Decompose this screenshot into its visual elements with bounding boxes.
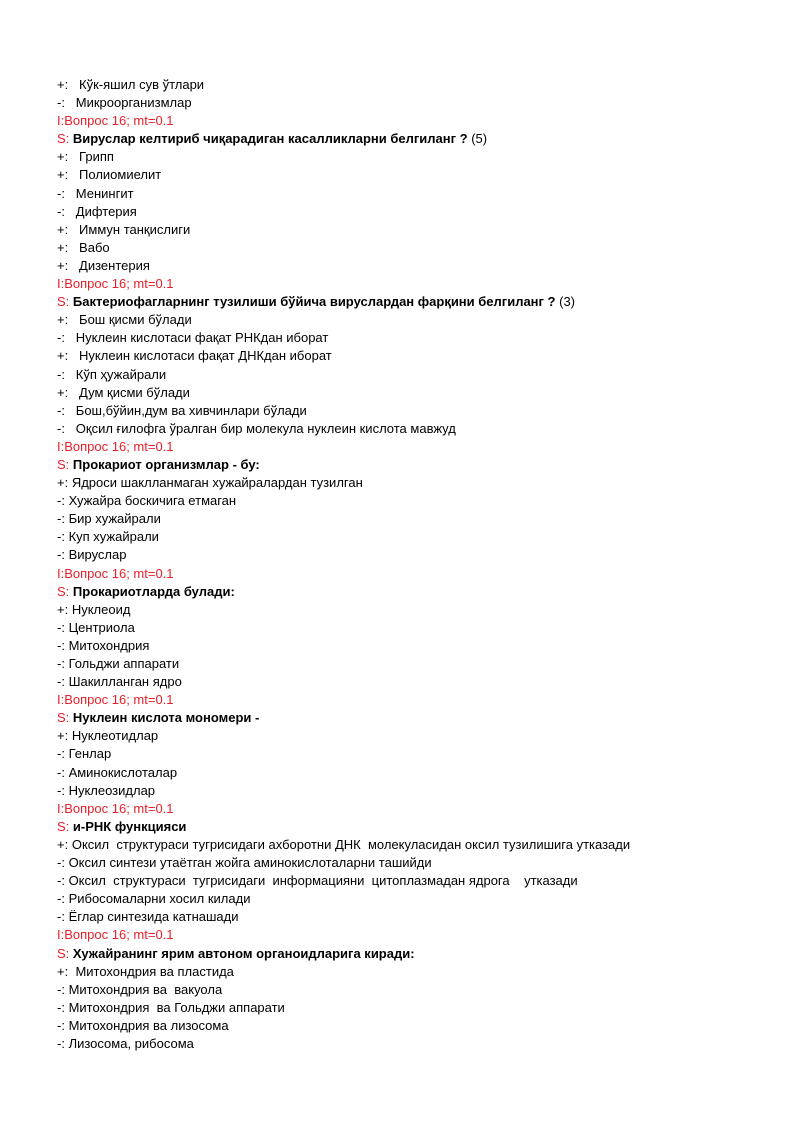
- answer-option: [57, 474, 757, 492]
- answer-option: [57, 239, 757, 257]
- answer-option: [57, 673, 757, 691]
- option-text: Дизентерия: [79, 257, 150, 273]
- question-prefix: S:: [57, 583, 73, 599]
- option-text: Вабо: [79, 239, 110, 255]
- option-text: Митохондрия ва Гольджи аппарати: [68, 999, 285, 1015]
- option-text: Митохондрия ва пластида: [75, 963, 234, 979]
- question-answer-count: (5): [467, 131, 488, 147]
- option-marker: +:: [57, 384, 80, 400]
- option-text: Нуклеин кислотаси фақат РНКдан иборат: [75, 330, 329, 346]
- answer-option: [57, 546, 757, 564]
- question-text: Нуклеин кислота мономери -: [72, 710, 260, 726]
- answer-option: [57, 528, 757, 546]
- option-marker: -:: [57, 999, 69, 1015]
- answer-option: [57, 1035, 757, 1053]
- question-text: Хужайранинг ярим автоном органоидларига киради:: [72, 945, 415, 961]
- option-text: Дифтерия: [75, 203, 137, 219]
- option-text: Кўк-яшил сув ўтлари: [79, 77, 205, 92]
- answer-option: [57, 94, 757, 112]
- answer-option: [57, 601, 757, 619]
- answer-option: [57, 655, 757, 673]
- question-prefix: S:: [57, 945, 73, 961]
- option-text: Нуклеотидлар: [71, 728, 159, 744]
- option-text: Центриола: [68, 619, 135, 635]
- option-text: Полиомиелит: [79, 167, 162, 183]
- option-marker: +:: [57, 963, 76, 979]
- option-text: Куп хужайрали: [68, 529, 159, 545]
- question-meta: I:Вопрос 16; mt=0.1: [57, 692, 174, 708]
- option-marker: -:: [57, 873, 69, 889]
- option-text: Кўп ҳужайрали: [75, 366, 167, 382]
- question-line: [57, 945, 757, 963]
- option-marker: -:: [57, 909, 69, 925]
- question-line: [57, 818, 757, 836]
- option-text: Шакилланган ядро: [68, 674, 182, 690]
- question-meta-line: [57, 112, 757, 130]
- answer-option: [57, 782, 757, 800]
- option-marker: +:: [57, 149, 80, 165]
- answer-option: [57, 221, 757, 239]
- question-line: [57, 293, 757, 311]
- answer-option: [57, 890, 757, 908]
- option-text: Гольджи аппарати: [68, 656, 180, 671]
- option-marker: -:: [57, 493, 69, 509]
- option-marker: +:: [57, 239, 80, 255]
- option-marker: +:: [57, 257, 80, 273]
- question-meta: I:Вопрос 16; mt=0.1: [57, 565, 174, 581]
- document-body: [57, 76, 757, 1053]
- option-text: Вируслар: [68, 547, 127, 563]
- answer-option: [57, 347, 757, 365]
- option-marker: -:: [57, 674, 69, 690]
- answer-option: [57, 727, 757, 745]
- answer-option: [57, 166, 757, 184]
- option-text: Оксил структураси тугрисидаги ахборотни ДНК молекуласидан оксил тузилишига утказади: [71, 836, 631, 852]
- question-text: Вируслар келтириб чиқарадиган касалликларни белгиланг ?: [72, 131, 468, 147]
- option-marker: -:: [57, 1035, 69, 1051]
- answer-option: [57, 872, 757, 890]
- option-marker: +:: [57, 77, 80, 92]
- option-marker: -:: [57, 420, 76, 436]
- option-marker: +:: [57, 348, 80, 364]
- option-marker: -:: [57, 1017, 69, 1033]
- option-marker: -:: [57, 203, 76, 219]
- answer-option: [57, 637, 757, 655]
- answer-option: [57, 420, 757, 438]
- answer-option: [57, 148, 757, 166]
- answer-option: [57, 854, 757, 872]
- question-line: [57, 130, 757, 148]
- answer-option: [57, 76, 757, 94]
- option-marker: -:: [57, 185, 76, 201]
- question-line: [57, 583, 757, 601]
- option-text: Аминокислоталар: [68, 764, 178, 780]
- option-text: Лизосома, рибосома: [68, 1035, 194, 1051]
- option-marker: +:: [57, 221, 80, 237]
- answer-option: [57, 908, 757, 926]
- option-text: Нуклеоид: [71, 601, 131, 617]
- question-meta: I:Вопрос 16; mt=0.1: [57, 276, 174, 292]
- option-marker: -:: [57, 366, 76, 382]
- question-meta-line: [57, 926, 757, 944]
- answer-option: [57, 619, 757, 637]
- option-text: Менингит: [75, 185, 134, 201]
- option-text: Ёглар синтезида катнашади: [68, 909, 239, 925]
- question-prefix: S:: [57, 710, 73, 726]
- option-text: Нуклеозидлар: [68, 782, 156, 798]
- answer-option: [57, 1017, 757, 1035]
- question-meta-line: [57, 565, 757, 583]
- answer-option: [57, 981, 757, 999]
- option-text: Дум қисми бўлади: [79, 384, 190, 400]
- option-marker: -:: [57, 764, 69, 780]
- question-text: Бактериофагларнинг тузилиши бўйича вируслардан фарқини белгиланг ?: [72, 294, 556, 310]
- answer-option: [57, 185, 757, 203]
- option-text: Хужайра боскичига етмаган: [68, 493, 237, 509]
- answer-option: [57, 402, 757, 420]
- option-text: Бир хужайрали: [68, 511, 161, 527]
- question-answer-count: (3): [555, 294, 575, 310]
- question-meta-line: [57, 800, 757, 818]
- answer-option: [57, 836, 757, 854]
- option-marker: -:: [57, 656, 69, 671]
- option-text: Рибосомаларни хосил килади: [68, 891, 251, 907]
- option-marker: -:: [57, 402, 76, 418]
- question-meta-line: [57, 691, 757, 709]
- question-meta: I:Вопрос 16; mt=0.1: [57, 113, 174, 129]
- option-marker: -:: [57, 95, 76, 111]
- option-text: Оксил синтези утаётган жойга аминокислоталарни ташийди: [68, 855, 432, 871]
- option-marker: -:: [57, 782, 69, 798]
- answer-option: [57, 745, 757, 763]
- option-marker: -:: [57, 619, 69, 635]
- question-meta-line: [57, 275, 757, 293]
- option-marker: +:: [57, 728, 72, 744]
- question-prefix: S:: [57, 456, 73, 472]
- option-text: Бош қисми бўлади: [79, 312, 192, 328]
- question-line: [57, 709, 757, 727]
- answer-option: [57, 999, 757, 1017]
- question-meta: I:Вопрос 16; mt=0.1: [57, 800, 174, 816]
- option-marker: -:: [57, 855, 69, 871]
- question-prefix: S:: [57, 294, 73, 310]
- option-marker: -:: [57, 529, 69, 545]
- answer-option: [57, 764, 757, 782]
- question-meta-line: [57, 438, 757, 456]
- option-marker: +:: [57, 312, 80, 328]
- option-text: Митохондрия ва лизосома: [68, 1017, 229, 1033]
- answer-option: [57, 311, 757, 329]
- answer-option: [57, 510, 757, 528]
- option-text: Нуклеин кислотаси фақат ДНКдан иборат: [79, 348, 332, 364]
- option-marker: -:: [57, 330, 76, 346]
- option-marker: +:: [57, 475, 72, 491]
- option-text: Митохондрия: [68, 637, 150, 653]
- option-text: Оксил структураси тугрисидаги информацияни цитоплазмадан ядрога утказади: [68, 873, 578, 889]
- option-marker: -:: [57, 637, 69, 653]
- option-marker: +:: [57, 836, 72, 852]
- option-text: Митохондрия ва вакуола: [68, 981, 223, 997]
- answer-option: [57, 203, 757, 221]
- answer-option: [57, 366, 757, 384]
- answer-option: [57, 329, 757, 347]
- question-meta: I:Вопрос 16; mt=0.1: [57, 438, 174, 454]
- option-marker: -:: [57, 547, 69, 563]
- option-marker: -:: [57, 981, 69, 997]
- question-prefix: S:: [57, 818, 73, 834]
- option-marker: -:: [57, 511, 69, 527]
- option-marker: +:: [57, 601, 72, 617]
- question-text: Прокариотларда булади:: [72, 583, 235, 599]
- option-text: Микроорганизмлар: [75, 95, 192, 111]
- question-meta: I:Вопрос 16; mt=0.1: [57, 927, 174, 943]
- option-text: Оқсил ғилофга ўралган бир молекула нуклеин кислота мавжуд: [75, 420, 456, 436]
- option-text: Ядроси шаклланмаган хужайралардан тузилган: [71, 475, 363, 491]
- option-marker: -:: [57, 746, 69, 762]
- answer-option: [57, 492, 757, 510]
- option-text: Иммун танқислиги: [79, 221, 191, 237]
- question-line: [57, 456, 757, 474]
- option-text: Бош,бўйин,дум ва хивчинлари бўлади: [75, 402, 307, 418]
- question-text: и-РНК функцияси: [72, 818, 187, 834]
- answer-option: [57, 963, 757, 981]
- option-text: Грипп: [79, 149, 114, 165]
- answer-option: [57, 384, 757, 402]
- option-text: Генлар: [68, 746, 112, 762]
- question-prefix: S:: [57, 131, 73, 147]
- question-text: Прокариот организмлар - бу:: [72, 456, 260, 472]
- option-marker: +:: [57, 167, 80, 183]
- answer-option: [57, 257, 757, 275]
- option-marker: -:: [57, 891, 69, 907]
